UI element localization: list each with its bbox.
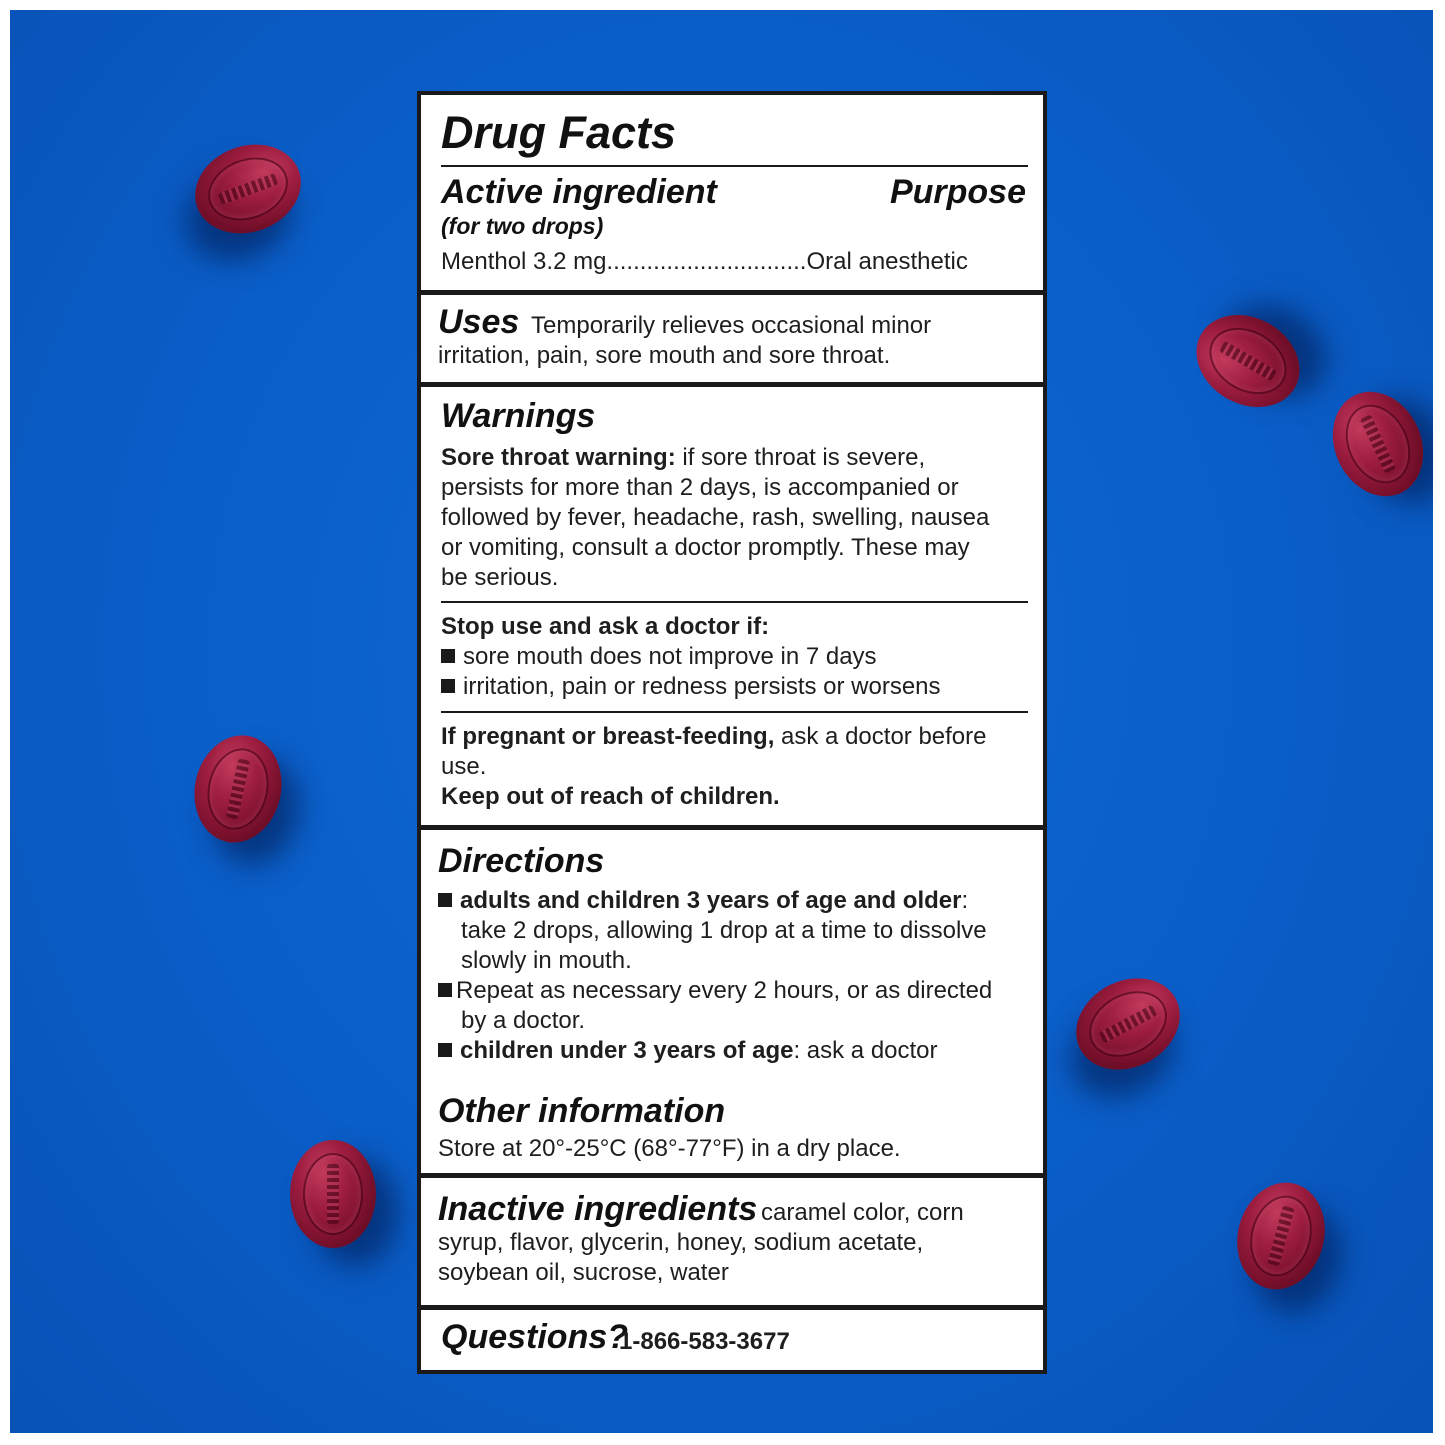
inactive-ingredients-line1: caramel color, corn bbox=[761, 1199, 964, 1226]
cough-drop bbox=[290, 1140, 376, 1248]
cough-drop bbox=[1180, 297, 1317, 425]
direction-item-label: adults and children 3 years of age and older bbox=[460, 887, 962, 914]
title-divider bbox=[441, 165, 1028, 167]
sore-throat-warning-label: Sore throat warning: bbox=[441, 444, 676, 471]
bullet-square-icon bbox=[441, 679, 455, 693]
questions-heading: Questions? bbox=[441, 1318, 629, 1356]
stop-use-item-text: sore mouth does not improve in 7 days bbox=[463, 643, 877, 670]
direction-item bbox=[438, 886, 968, 916]
drug-facts-title: Drug Facts bbox=[441, 107, 677, 158]
direction-item bbox=[438, 976, 992, 1006]
warnings-section bbox=[421, 387, 1043, 830]
sore-throat-warning-text: if sore throat is severe, bbox=[675, 444, 926, 471]
other-information-heading: Other information bbox=[438, 1092, 726, 1130]
directions-heading: Directions bbox=[438, 842, 605, 880]
other-information-text: Store at 20°-25°C (68°-77°F) in a dry place. bbox=[438, 1135, 901, 1162]
direction-item-text: : ask a doctor bbox=[793, 1037, 938, 1064]
inactive-ingredients-line3: soybean oil, sucrose, water bbox=[438, 1259, 729, 1286]
sore-throat-warning-line: or vomiting, consult a doctor promptly. These may bbox=[441, 534, 970, 561]
active-ingredient-section bbox=[421, 95, 1043, 295]
inactive-ingredients-line2: syrup, flavor, glycerin, honey, sodium acetate, bbox=[438, 1229, 924, 1256]
ingredient-line: Menthol 3.2 mg..............................Oral anesthetic bbox=[441, 248, 968, 275]
sore-throat-warning-line: followed by fever, headache, rash, swelling, nausea bbox=[441, 504, 990, 531]
keep-out-of-reach-warning: Keep out of reach of children. bbox=[441, 783, 780, 810]
uses-section bbox=[421, 295, 1043, 387]
questions-phone-number: 1-866-583-3677 bbox=[619, 1328, 790, 1355]
active-ingredient-heading: Active ingredient bbox=[441, 173, 717, 211]
active-ingredient-subheading: (for two drops) bbox=[441, 213, 604, 239]
direction-item-text: Repeat as necessary every 2 hours, or as directed bbox=[456, 977, 993, 1004]
cough-drop bbox=[185, 727, 292, 851]
sore-throat-warning-line: persists for more than 2 days, is accompanied or bbox=[441, 474, 959, 501]
stop-use-item-text: irritation, pain or redness persists or worsens bbox=[463, 673, 941, 700]
sore-throat-warning-line1 bbox=[441, 443, 925, 473]
warnings-divider bbox=[441, 711, 1028, 713]
stop-use-item bbox=[441, 672, 941, 702]
pregnancy-warning-line2: use. bbox=[441, 753, 487, 780]
direction-item-continuation: slowly in mouth. bbox=[461, 947, 632, 974]
stop-use-item bbox=[441, 642, 877, 672]
bullet-square-icon bbox=[438, 893, 452, 907]
questions-section bbox=[421, 1310, 1043, 1366]
stop-use-heading: Stop use and ask a doctor if: bbox=[441, 613, 770, 640]
pregnancy-warning-label: If pregnant or breast-feeding, bbox=[441, 723, 775, 750]
uses-text-line2: irritation, pain, sore mouth and sore throat. bbox=[438, 342, 891, 369]
purpose-heading: Purpose bbox=[889, 173, 1026, 211]
cough-drop bbox=[1316, 377, 1433, 511]
pregnancy-warning-text: ask a doctor before bbox=[774, 723, 987, 750]
uses-heading: Uses bbox=[438, 303, 520, 341]
direction-item-text: : bbox=[961, 887, 969, 914]
direction-item bbox=[438, 1036, 938, 1066]
drug-facts-panel bbox=[417, 91, 1047, 1374]
bullet-square-icon bbox=[441, 649, 455, 663]
inactive-ingredients-heading: Inactive ingredients bbox=[438, 1190, 758, 1228]
direction-item-continuation: by a doctor. bbox=[461, 1007, 586, 1034]
bullet-square-icon bbox=[438, 983, 452, 997]
direction-item-continuation: take 2 drops, allowing 1 drop at a time to dissolve bbox=[461, 917, 987, 944]
bullet-square-icon bbox=[438, 1043, 452, 1057]
inactive-ingredients-section bbox=[421, 1178, 1043, 1310]
direction-item-label: children under 3 years of age bbox=[460, 1037, 794, 1064]
cough-drop bbox=[1225, 1173, 1336, 1300]
uses-text-line1: Temporarily relieves occasional minor bbox=[531, 312, 932, 339]
warnings-divider bbox=[441, 601, 1028, 603]
directions-section bbox=[421, 830, 1043, 1178]
product-background bbox=[10, 10, 1433, 1433]
warnings-heading: Warnings bbox=[441, 397, 596, 435]
sore-throat-warning-line: be serious. bbox=[441, 564, 559, 591]
cough-drop bbox=[183, 130, 314, 248]
pregnancy-warning-line1 bbox=[441, 722, 987, 752]
cough-drop bbox=[1060, 961, 1196, 1088]
